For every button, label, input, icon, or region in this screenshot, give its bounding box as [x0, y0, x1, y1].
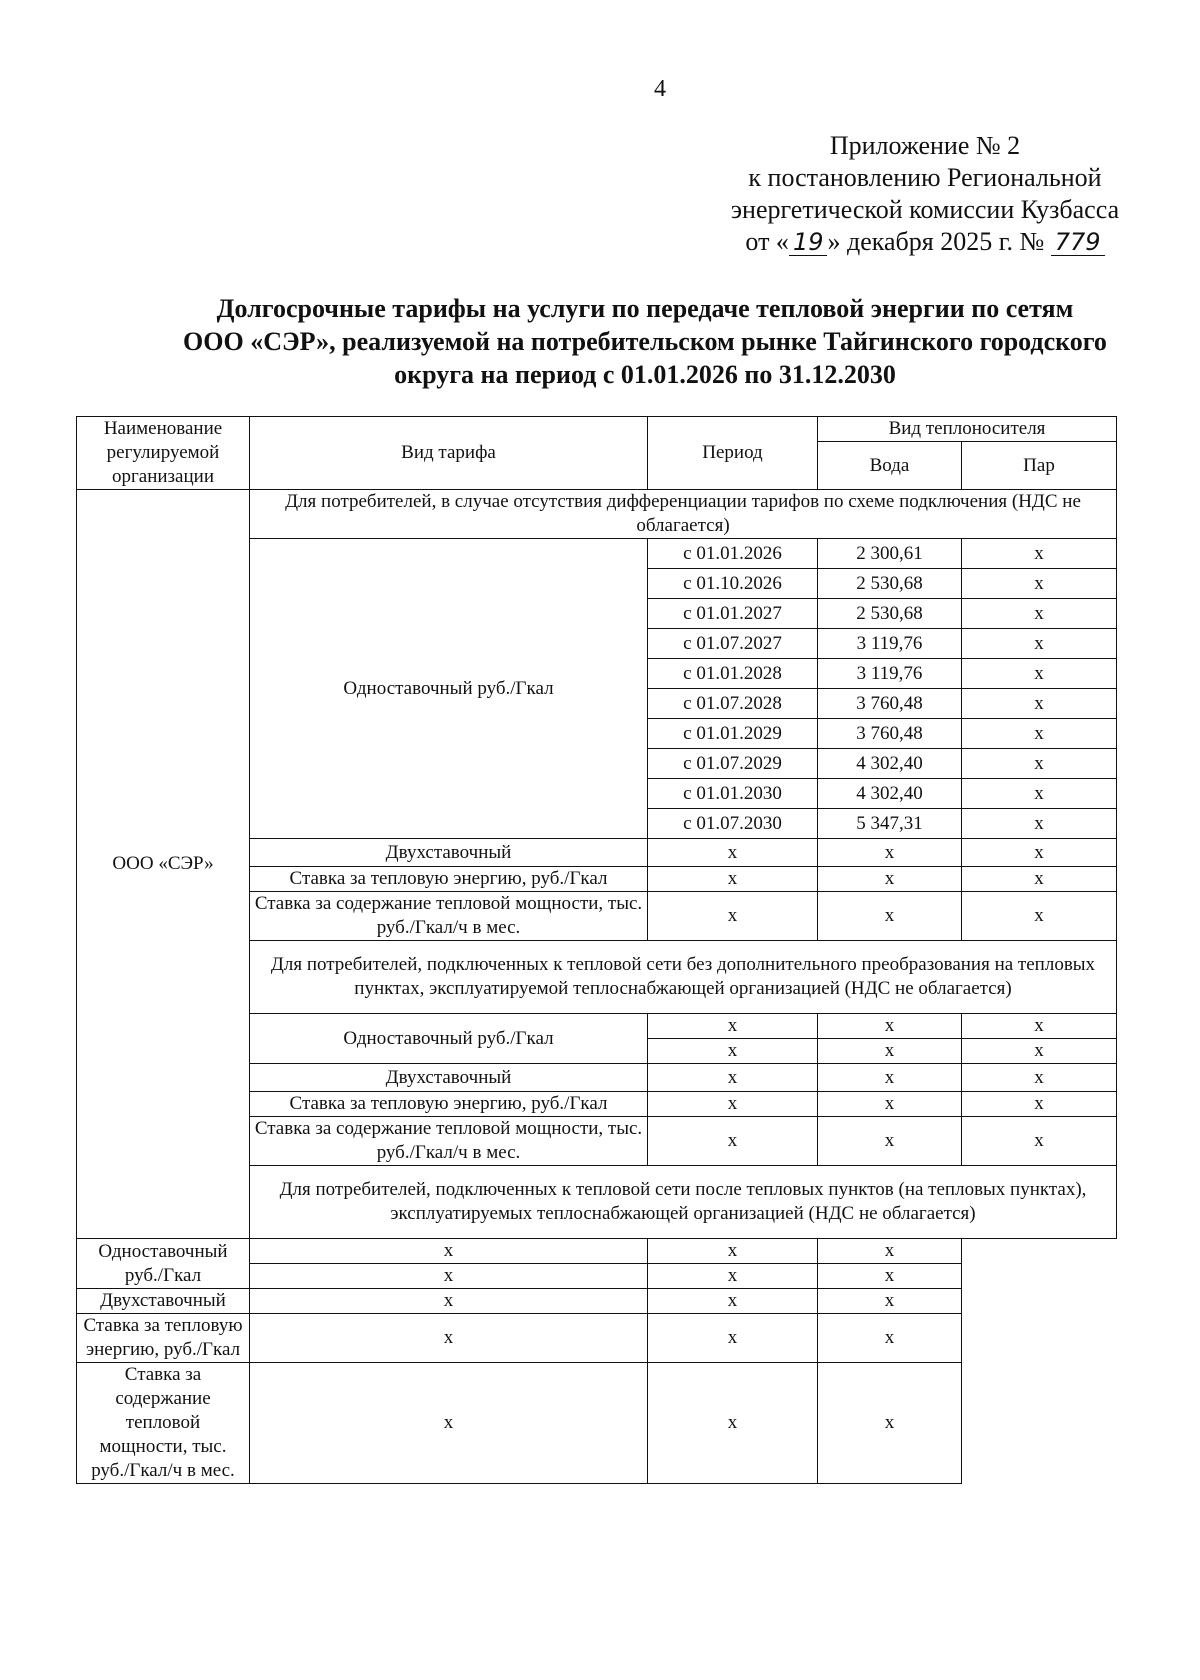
- x-cell: х: [648, 1014, 818, 1039]
- period-cell: с 01.01.2029: [648, 719, 818, 749]
- title-line-2: ООО «СЭР», реализуемой на потребительском рынке Тайгинского городского: [183, 327, 1107, 356]
- x-cell: х: [648, 867, 818, 892]
- capacity-rate-label: Ставка за содержание тепловой мощности, тыс. руб./Гкал/ч в мес.: [250, 892, 648, 941]
- x-cell: х: [648, 892, 818, 941]
- energy-rate-label: Ставка за тепловую энергию, руб./Гкал: [250, 1092, 648, 1117]
- header-org: Наименование регулируемой организации: [77, 417, 250, 490]
- x-cell: х: [962, 1092, 1117, 1117]
- water-value: 2 530,68: [818, 599, 962, 629]
- steam-value: х: [962, 719, 1117, 749]
- x-cell: х: [818, 1064, 962, 1092]
- energy-rate-label: Ставка за тепловую энергию, руб./Гкал: [77, 1314, 250, 1363]
- steam-value: х: [962, 659, 1117, 689]
- two-rate-label: Двухставочный: [250, 839, 648, 867]
- period-cell: с 01.01.2026: [648, 539, 818, 569]
- x-cell: х: [818, 1289, 962, 1314]
- capacity-rate-label: Ставка за содержание тепловой мощности, тыс. руб./Гкал/ч в мес.: [77, 1363, 250, 1484]
- period-cell: с 01.07.2030: [648, 809, 818, 839]
- section-1-heading: Для потребителей, в случае отсутствия дифференциации тарифов по схеме подключения (НДС не облагается): [250, 490, 1117, 539]
- table-row: [77, 1289, 1117, 1314]
- x-cell: х: [250, 1314, 648, 1363]
- title-line-3: округа на период с 01.01.2026 по 31.12.2030: [394, 360, 896, 389]
- water-value: 3 119,76: [818, 659, 962, 689]
- x-cell: х: [962, 1064, 1117, 1092]
- x-cell: х: [818, 1314, 962, 1363]
- header-tariff-type: Вид тарифа: [250, 417, 648, 490]
- x-cell: х: [818, 892, 962, 941]
- x-cell: х: [648, 1064, 818, 1092]
- header-steam: Пар: [962, 442, 1117, 490]
- section-1-heading-row: [77, 490, 1117, 539]
- steam-value: х: [962, 809, 1117, 839]
- steam-value: х: [962, 599, 1117, 629]
- header-water: Вода: [818, 442, 962, 490]
- capacity-rate-label: Ставка за содержание тепловой мощности, тыс. руб./Гкал/ч в мес.: [250, 1117, 648, 1166]
- org-name-cell: ООО «СЭР»: [77, 490, 250, 1239]
- header-period: Период: [648, 417, 818, 490]
- two-rate-label: Двухставочный: [250, 1064, 648, 1092]
- appendix-line-3: энергетической комиссии Кузбасса: [730, 195, 1120, 224]
- appendix-block: [700, 130, 1150, 258]
- water-value: 2 300,61: [818, 539, 962, 569]
- steam-value: х: [962, 749, 1117, 779]
- x-cell: х: [962, 1117, 1117, 1166]
- steam-value: х: [962, 689, 1117, 719]
- x-cell: х: [648, 1264, 818, 1289]
- single-rate-label: Одноставочный руб./Гкал: [77, 1239, 250, 1289]
- section-2-heading: Для потребителей, подключенных к тепловой сети без дополнительного преобразования на тепловых пунктах, эксплуатируемой теплоснабжающей организацией (НДС не облагается): [250, 941, 1117, 1014]
- steam-value: х: [962, 629, 1117, 659]
- water-value: 3 760,48: [818, 689, 962, 719]
- x-cell: х: [962, 867, 1117, 892]
- x-cell: х: [648, 1239, 818, 1264]
- x-cell: х: [648, 839, 818, 867]
- single-rate-label: Одноставочный руб./Гкал: [250, 539, 648, 839]
- water-value: 3 119,76: [818, 629, 962, 659]
- x-cell: х: [818, 1014, 962, 1039]
- x-cell: х: [818, 1239, 962, 1264]
- table-row: [77, 1239, 1117, 1264]
- two-rate-label: Двухставочный: [77, 1289, 250, 1314]
- period-cell: с 01.07.2028: [648, 689, 818, 719]
- document-title: [110, 292, 1180, 391]
- x-cell: х: [818, 867, 962, 892]
- handwritten-doc-number: 779: [1051, 229, 1105, 256]
- x-cell: х: [818, 1092, 962, 1117]
- period-cell: с 01.01.2030: [648, 779, 818, 809]
- period-cell: с 01.01.2028: [648, 659, 818, 689]
- x-cell: х: [648, 1117, 818, 1166]
- period-cell: с 01.10.2026: [648, 569, 818, 599]
- x-cell: х: [818, 1117, 962, 1166]
- x-cell: х: [648, 1092, 818, 1117]
- page-number: 4: [654, 76, 666, 102]
- appendix-line-1: Приложение № 2: [829, 131, 1021, 160]
- x-cell: х: [250, 1289, 648, 1314]
- x-cell: х: [818, 1039, 962, 1064]
- steam-value: х: [962, 779, 1117, 809]
- date-middle: » декабря 2025 г. №: [827, 227, 1045, 256]
- water-value: 3 760,48: [818, 719, 962, 749]
- appendix-date-line: [700, 226, 1150, 258]
- date-prefix: от «: [745, 227, 789, 256]
- energy-rate-label: Ставка за тепловую энергию, руб./Гкал: [250, 867, 648, 892]
- x-cell: х: [818, 1363, 962, 1484]
- x-cell: х: [962, 839, 1117, 867]
- header-row: [77, 417, 1117, 442]
- handwritten-day: 19: [789, 229, 828, 256]
- water-value: 5 347,31: [818, 809, 962, 839]
- x-cell: х: [250, 1264, 648, 1289]
- x-cell: х: [648, 1289, 818, 1314]
- header-carrier: Вид теплоносителя: [818, 417, 1117, 442]
- table-row: [77, 1314, 1117, 1363]
- x-cell: х: [250, 1363, 648, 1484]
- water-value: 4 302,40: [818, 749, 962, 779]
- period-cell: с 01.01.2027: [648, 599, 818, 629]
- water-value: 2 530,68: [818, 569, 962, 599]
- x-cell: х: [962, 1039, 1117, 1064]
- x-cell: х: [250, 1239, 648, 1264]
- section-3-heading: Для потребителей, подключенных к тепловой сети после тепловых пунктов (на тепловых пунктах), эксплуатируемых теплоснабжающей организацией (НДС не облагается): [250, 1166, 1117, 1239]
- x-cell: х: [818, 1264, 962, 1289]
- x-cell: х: [818, 839, 962, 867]
- steam-value: х: [962, 569, 1117, 599]
- x-cell: х: [648, 1314, 818, 1363]
- steam-value: х: [962, 539, 1117, 569]
- period-cell: с 01.07.2027: [648, 629, 818, 659]
- title-line-1: Долгосрочные тарифы на услуги по передаче тепловой энергии по сетям: [216, 294, 1074, 323]
- x-cell: х: [962, 1014, 1117, 1039]
- tariff-table: [76, 416, 1117, 1484]
- appendix-line-2: к постановлению Региональной: [748, 163, 1102, 192]
- water-value: 4 302,40: [818, 779, 962, 809]
- single-rate-label: Одноставочный руб./Гкал: [250, 1014, 648, 1064]
- x-cell: х: [648, 1363, 818, 1484]
- period-cell: с 01.07.2029: [648, 749, 818, 779]
- x-cell: х: [962, 892, 1117, 941]
- table-row: [77, 1363, 1117, 1484]
- x-cell: х: [648, 1039, 818, 1064]
